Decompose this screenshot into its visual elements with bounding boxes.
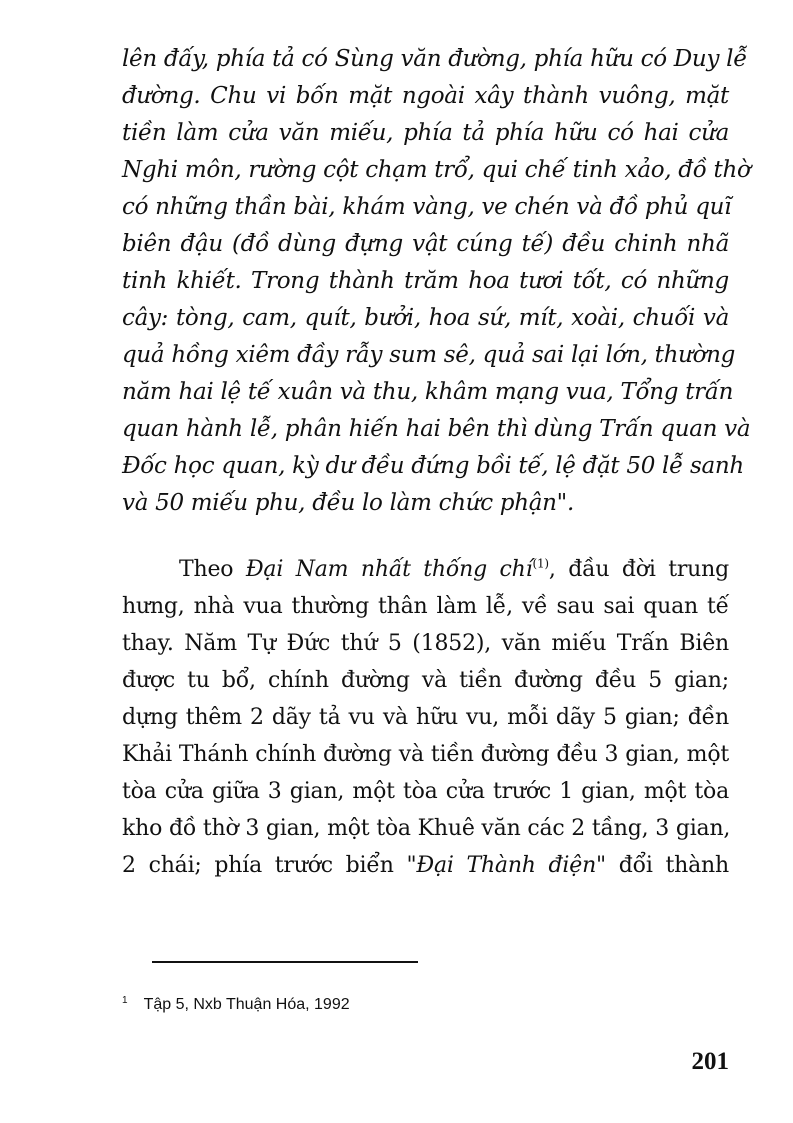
quote-line: Nghi môn, rường cột chạm trổ, qui chế tinh xảo, đồ thờ <box>122 157 751 183</box>
quoted-passage <box>122 41 751 522</box>
text: , đầu đời trung <box>548 557 729 582</box>
text: đổi thành <box>605 853 729 878</box>
footnote <box>122 996 350 1014</box>
paragraph-line: dựng thêm 2 dãy tả vu và hữu vu, mỗi dãy 5 gian; đền <box>122 705 729 730</box>
footnote-mark: 1 <box>122 994 128 1006</box>
quote-line: Đốc học quan, kỳ dư đều đứng bồi tế, lệ đặt 50 lễ sanh <box>122 453 744 479</box>
paragraph-line: được tu bổ, chính đường và tiền đường đều 5 gian; <box>122 668 729 693</box>
paragraph-line: kho đồ thờ 3 gian, một tòa Khuê văn các 2 tầng, 3 gian, <box>122 816 731 841</box>
quote-line: năm hai lệ tế xuân và thu, khâm mạng vua, Tổng trấn <box>122 379 734 405</box>
quote-line: đường. Chu vi bốn mặt ngoài xây thành vuông, mặt <box>122 83 729 109</box>
footnote-reference[interactable]: (1) <box>532 556 549 571</box>
paragraph-last-line <box>122 847 729 884</box>
paragraph-first-line <box>122 551 729 588</box>
quote-line: lên đấy, phía tả có Sùng văn đường, phía hữu có Duy lễ <box>122 46 748 72</box>
quote-line: tiền làm cửa văn miếu, phía tả phía hữu có hai cửa <box>122 120 729 146</box>
paragraph-line: thay. Năm Tự Đức thứ 5 (1852), văn miếu Trấn Biên <box>122 631 729 656</box>
quote-line: và 50 miếu phu, đều lo làm chức phận". <box>122 490 574 516</box>
book-title: Đại Nam nhất thống chí <box>245 557 533 582</box>
quote-line: quan hành lễ, phân hiến hai bên thì dùng Trấn quan và <box>122 416 751 442</box>
text: 2 chái; phía trước biển <box>122 853 407 878</box>
quote-line: biên đậu (đồ dùng đựng vật cúng tế) đều chinh nhã <box>122 231 729 257</box>
paragraph-line: tòa cửa giữa 3 gian, một tòa cửa trước 1 gian, một tòa <box>122 779 729 804</box>
quote-line: cây: tòng, cam, quít, bưởi, hoa sứ, mít, xoài, chuối và <box>122 305 729 331</box>
footnote-text: Tập 5, Nxb Thuận Hóa, 1992 <box>143 996 350 1013</box>
footnote-divider <box>152 961 418 963</box>
page-number: 201 <box>691 1048 729 1075</box>
quote-line: tinh khiết. Trong thành trăm hoa tươi tốt, có những <box>122 268 729 294</box>
body-paragraph <box>122 551 729 884</box>
text: Theo <box>179 557 246 582</box>
inscription-title: "Đại Thành điện" <box>406 853 606 878</box>
quote-line: quả hồng xiêm đầy rẫy sum sê, quả sai lại lớn, thường <box>122 342 736 368</box>
paragraph-line: hưng, nhà vua thường thân làm lễ, về sau sai quan tế <box>122 594 729 619</box>
quote-line: có những thần bài, khám vàng, ve chén và đồ phủ quĩ <box>122 194 732 220</box>
paragraph-line: Khải Thánh chính đường và tiền đường đều 3 gian, một <box>122 742 729 767</box>
